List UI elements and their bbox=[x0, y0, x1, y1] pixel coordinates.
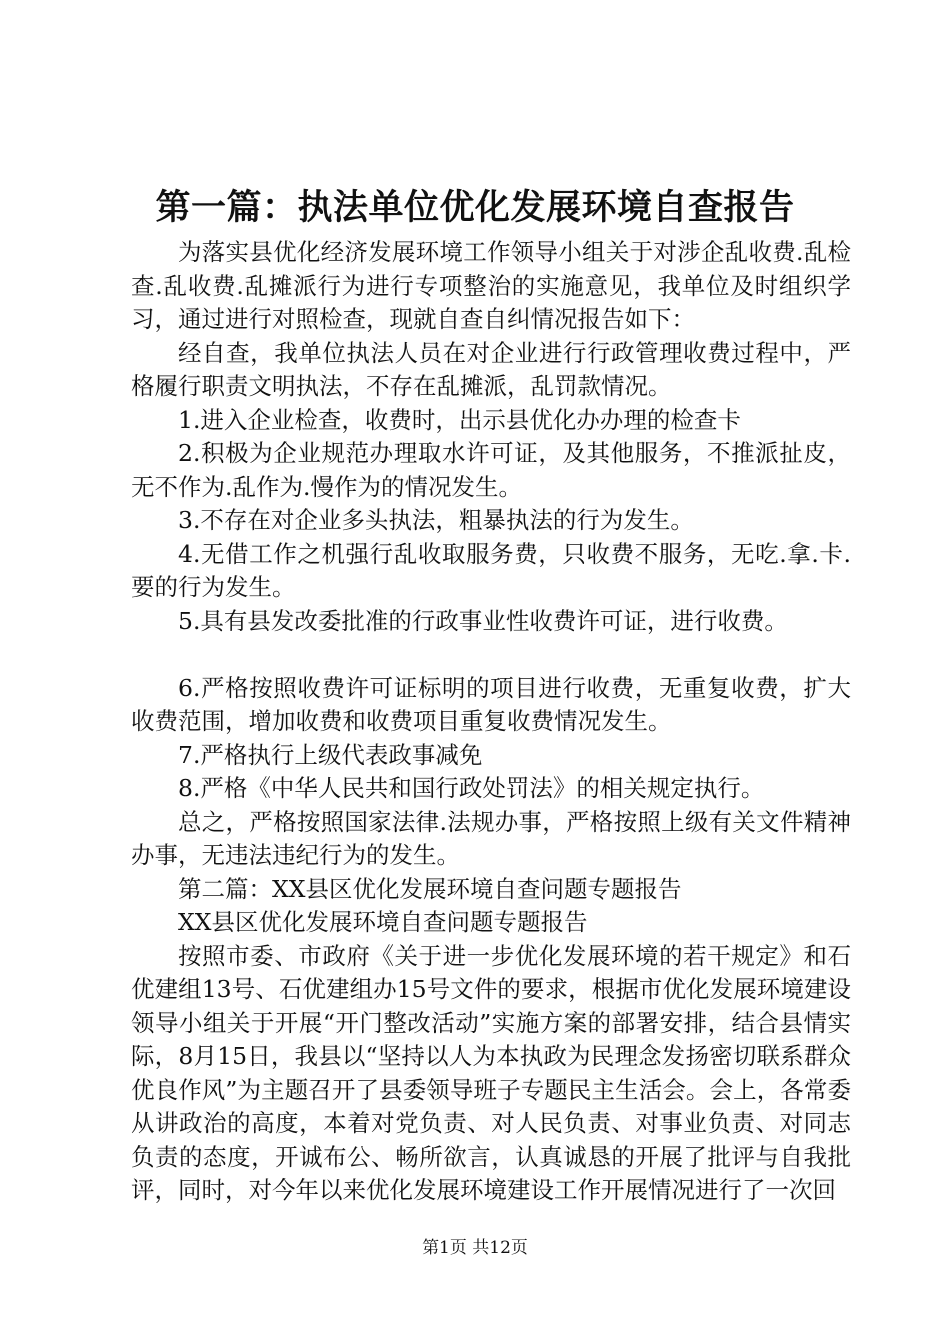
paragraph-item-8: 8.严格《中华人民共和国行政处罚法》的相关规定执行。 bbox=[178, 774, 765, 802]
paragraph-second-body: 按照市委、市政府《关于进一步优化发展环境的若干规定》和石优建组13号、石优建组办15号文件的要求，根据市优化发展环境建设领导小组关于开展“开门整改活动”实施方案的部署安排，结合县情实际，8月15日，我县以“坚持以人为本执政为民理念发扬密切联系群众优良作风”为主题召开了县委领导班子专题民主生活会。会上，各常委从讲政治的高度，本着对党负责、对人民负责、对事业负责、对同志负责的态度，开诚布公、畅所欲言，认真诚恳的开展了批评与自我批评，同时，对今年以来优化发展环境建设工作开展情况进行了一次回 bbox=[131, 941, 851, 1204]
paragraph-item-4: 4.无借工作之机强行乱收取服务费，只收费不服务，无吃.拿.卡.要的行为发生。 bbox=[131, 539, 851, 601]
document-title: 第一篇：执法单位优化发展环境自查报告 bbox=[155, 188, 795, 228]
page-footer: 第1页 共12页 bbox=[422, 1238, 528, 1258]
paragraph-item-6: 6.严格按照收费许可证标明的项目进行收费，无重复收费，扩大收费范围，增加收费和收费项目重复收费情况发生。 bbox=[131, 673, 851, 735]
paragraph-item-5: 5.具有县发改委批准的行政事业性收费许可证，进行收费。 bbox=[178, 606, 788, 635]
paragraph-conclusion: 总之，严格按照国家法律.法规办事，严格按照上级有关文件精神办事，无违法违纪行为的发生。 bbox=[131, 807, 851, 869]
paragraph-item-7: 7.严格执行上级代表政事减免 bbox=[178, 740, 483, 769]
section-heading-second: 第二篇：XX县区优化发展环境自查问题专题报告 bbox=[178, 874, 682, 903]
section-subtitle-second: XX县区优化发展环境自查问题专题报告 bbox=[178, 908, 588, 936]
paragraph-item-1: 1.进入企业检查，收费时，出示县优化办办理的检查卡 bbox=[178, 405, 741, 434]
paragraph-item-3: 3.不存在对企业多头执法，粗暴执法的行为发生。 bbox=[178, 506, 694, 534]
paragraph-self-check: 经自查，我单位执法人员在对企业进行行政管理收费过程中，严格履行职责文明执法，不存在乱摊派，乱罚款情况。 bbox=[131, 338, 851, 400]
paragraph-intro: 为落实县优化经济发展环境工作领导小组关于对涉企乱收费.乱检查.乱收费.乱摊派行为进行专项整治的实施意见，我单位及时组织学习，通过进行对照检查，现就自查自纠情况报告如下： bbox=[131, 238, 851, 333]
paragraph-item-2: 2.积极为企业规范办理取水许可证，及其他服务，不推派扯皮，无不作为.乱作为.慢作为的情况发生。 bbox=[131, 439, 851, 501]
document-body bbox=[131, 236, 851, 1208]
blank-line bbox=[131, 638, 851, 672]
